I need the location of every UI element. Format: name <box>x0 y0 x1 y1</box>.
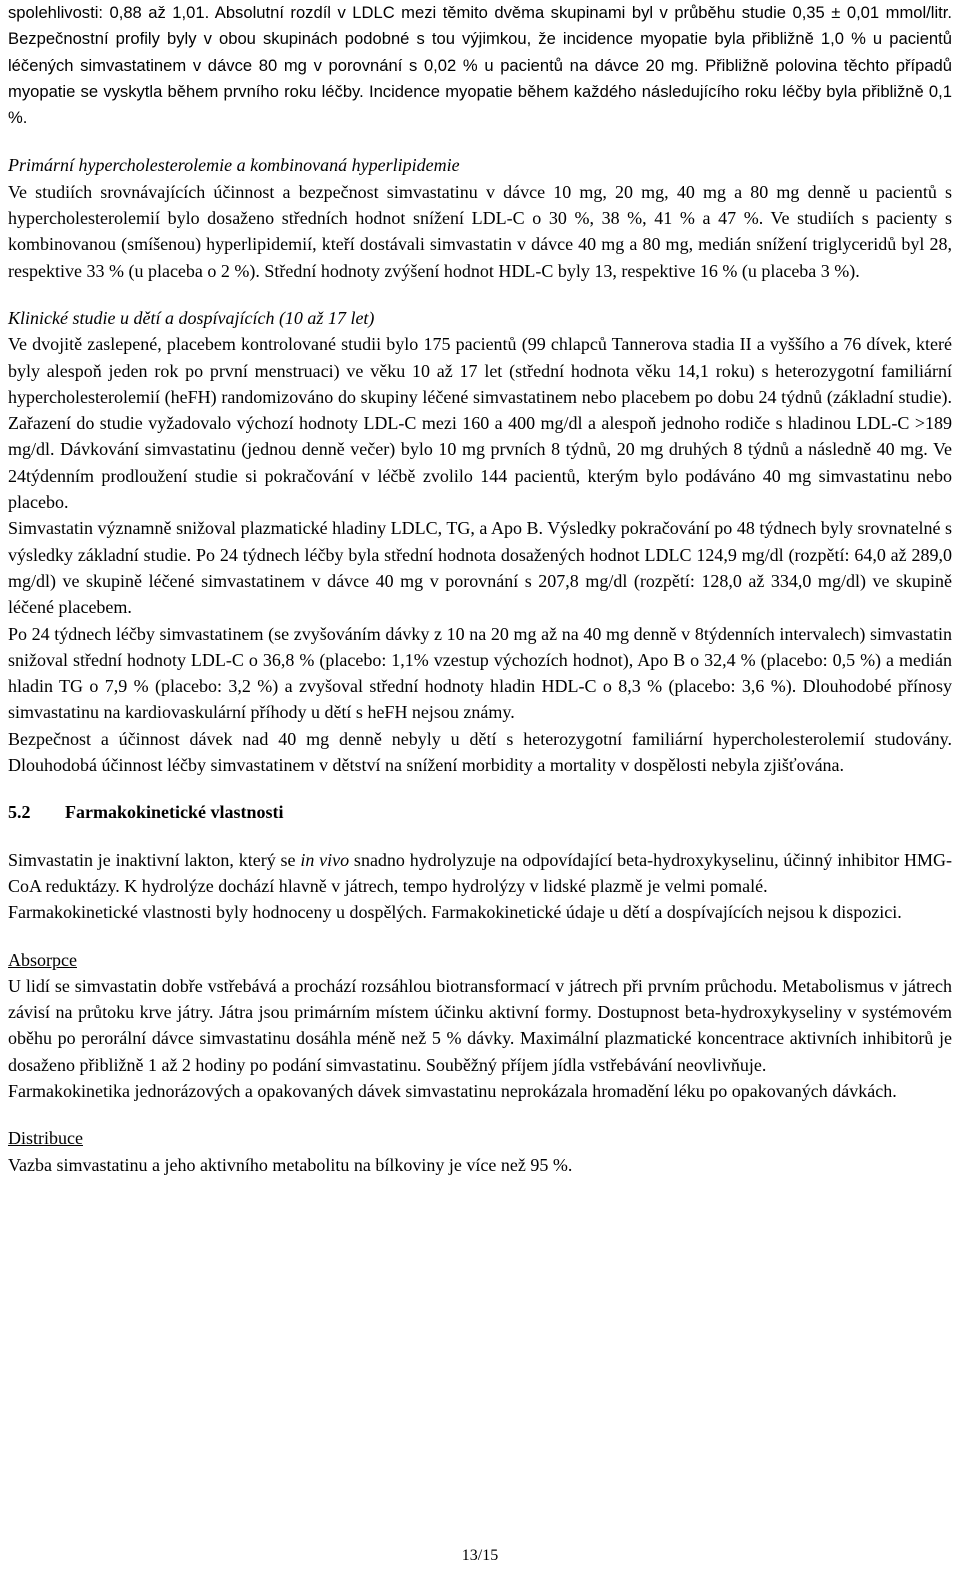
pharmacokinetics-paragraph-2: Farmakokinetické vlastnosti byly hodnoceny u dospělých. Farmakokinetické údaje u dětí a dospívajících nejsou k dispozici. <box>8 902 902 923</box>
pk-text-b: snadno hydrolyzuje na odpovídající beta-hydroxykyselinu, účinný inhibitor HMG-CoA reduktázy. K hydrolýze dochází hlavně v játrech, tempo hydrolýzy v lidské plazmě je velmi pomalé. <box>8 849 953 896</box>
section-title: Farmakokinetické vlastnosti <box>65 802 284 823</box>
pediatric-heading: Klinické studie u dětí a dospívajících (10 až 17 let) <box>8 307 375 328</box>
absorpce-paragraph-1: U lidí se simvastatin dobře vstřebává a prochází rozsáhlou biotransformací v játrech při prvním průchodu. Metabolismus v játrech závisí na průtoku krve játry. Játra jsou primárním místem účinku aktivní formy. Dostupnost beta-hydroxykyseliny v systémovém oběhu po perorální dávce simvastatinu dosáhla méně než 5 % dávky. Maximální plazmatické koncentrace aktivních inhibitorů je dosaženo přibližně 1 až 2 hodiny po podání simvastatinu. Souběžný příjem jídla vstřebávání neovlivňuje. <box>8 975 952 1075</box>
pediatric-paragraph-2: Simvastatin významně snižoval plazmatické hladiny LDLC, TG, a Apo B. Výsledky pokračování po 48 týdnech byly srovnatelné s výsledky základní studie. Po 24 týdnech léčby byla střední hodnota dosažených hodnot LDLC 124,9 mg/dl (rozpětí: 64,0 až 289,0 mg/dl) ve skupině léčené simvastatinem v dávce 40 mg v porovnání s 207,8 mg/dl (rozpětí: 128,0 až 334,0 mg/dl) ve skupině léčené placebem. <box>8 518 952 618</box>
section-number: 5.2 <box>8 802 31 823</box>
document-page <box>8 0 952 1178</box>
intro-paragraph: spolehlivosti: 0,88 až 1,01. Absolutní rozdíl v LDLC mezi těmito dvěma skupinami byl v průběhu studie 0,35 ± 0,01 mmol/litr. Bezpečnostní profily byly v obou skupinách podobné s tou výjimkou, že incidence myopatie byla přibližně 1,0 % u pacientů léčených simvastatinem v dávce 80 mg v porovnání s 0,02 % u pacientů na dávce 20 mg. Přibližně polovina těchto případů myopatie se vyskytla během prvního roku léčby. Incidence myopatie během každého následujícího roku léčby byla přibližně 0,1 %. <box>8 3 952 128</box>
section-heading <box>8 799 952 825</box>
pharmacokinetics-paragraph-1 <box>8 847 952 900</box>
distribuce-paragraph: Vazba simvastatinu a jeho aktivního metabolitu na bílkoviny je více než 95 %. <box>8 1154 573 1175</box>
pediatric-paragraph-4: Bezpečnost a účinnost dávek nad 40 mg denně nebyly u dětí s heterozygotní familiární hypercholesterolemií studovány. Dlouhodobá účinnost léčby simvastatinem v dětství na snížení morbidity a mortality v dospělosti nebyla zjišťována. <box>8 728 952 776</box>
pediatric-paragraph-1: Ve dvojitě zaslepené, placebem kontrolované studii bylo 175 pacientů (99 chlapců Tannerova stadia II a vyššího a 76 dívek, které byly alespoň jeden rok po první menstruaci) ve věku 10 až 17 let (střední hodnota věku 14,1 roku) s heterozygotní familiární hypercholesterolemií (heFH) randomizováno do skupiny léčené simvastatinem nebo placebem po dobu 24 týdnů (základní studie). Zařazení do studie vyžadovalo výchozí hodnoty LDL-C mezi 160 a 400 mg/dl a alespoň jednoho rodiče s hladinou LDL-C >189 mg/dl. Dávkování simvastatinu (jednou denně večer) bylo 10 mg prvních 8 týdnů, 20 mg druhých 8 týdnů a následně 40 mg. Ve 24týdenním prodloužení studie si pokračování v léčbě zvolilo 144 pacientů, kterým bylo podáváno 40 mg simvastatinu nebo placebo. <box>8 334 952 513</box>
absorpce-paragraph-2: Farmakokinetika jednorázových a opakovaných dávek simvastatinu neprokázala hromadění léku po opakovaných dávkách. <box>8 1080 897 1101</box>
distribuce-heading: Distribuce <box>8 1128 83 1149</box>
absorpce-heading: Absorpce <box>8 949 77 970</box>
hyperchol-paragraph: Ve studiích srovnávajících účinnost a bezpečnost simvastatinu v dávce 10 mg, 20 mg, 40 mg a 80 mg denně u pacientů s hypercholesterolemií bylo dosaženo středních hodnot snížení LDL-C o 30 %, 38 %, 41 % a 47 %. Ve studiích s pacienty s kombinovanou (smíšenou) hyperlipidemií, kteří dostávali simvastatin v dávce 40 mg a 80 mg, medián snížení triglyceridů byl 28, respektive 33 % (u placeba o 2 %). Střední hodnoty zvýšení hodnot HDL-C byly 13, respektive 16 % (u placeba 3 %). <box>8 181 952 281</box>
pediatric-paragraph-3: Po 24 týdnech léčby simvastatinem (se zvyšováním dávky z 10 na 20 mg až na 40 mg denně v 8týdenních intervalech) simvastatin snižoval střední hodnoty LDL-C o 36,8 % (placebo: 1,1% vzestup výchozích hodnot), Apo B o 32,4 % (placebo: 0,5 %) a medián hladin TG o 7,9 % (placebo: 3,2 %) a zvyšoval střední hodnoty hladin HDL-C o 8,3 % (placebo: 3,6 %). Dlouhodobé přínosy simvastatinu na kardiovaskulární příhody u dětí s heFH nejsou známy. <box>8 623 952 723</box>
pk-text-italic: in vivo <box>300 849 350 870</box>
page-number: 13/15 <box>461 1547 499 1564</box>
hyperchol-heading: Primární hypercholesterolemie a kombinovaná hyperlipidemie <box>8 155 460 176</box>
pk-text-a: Simvastatin je inaktivní lakton, který se <box>8 849 301 870</box>
